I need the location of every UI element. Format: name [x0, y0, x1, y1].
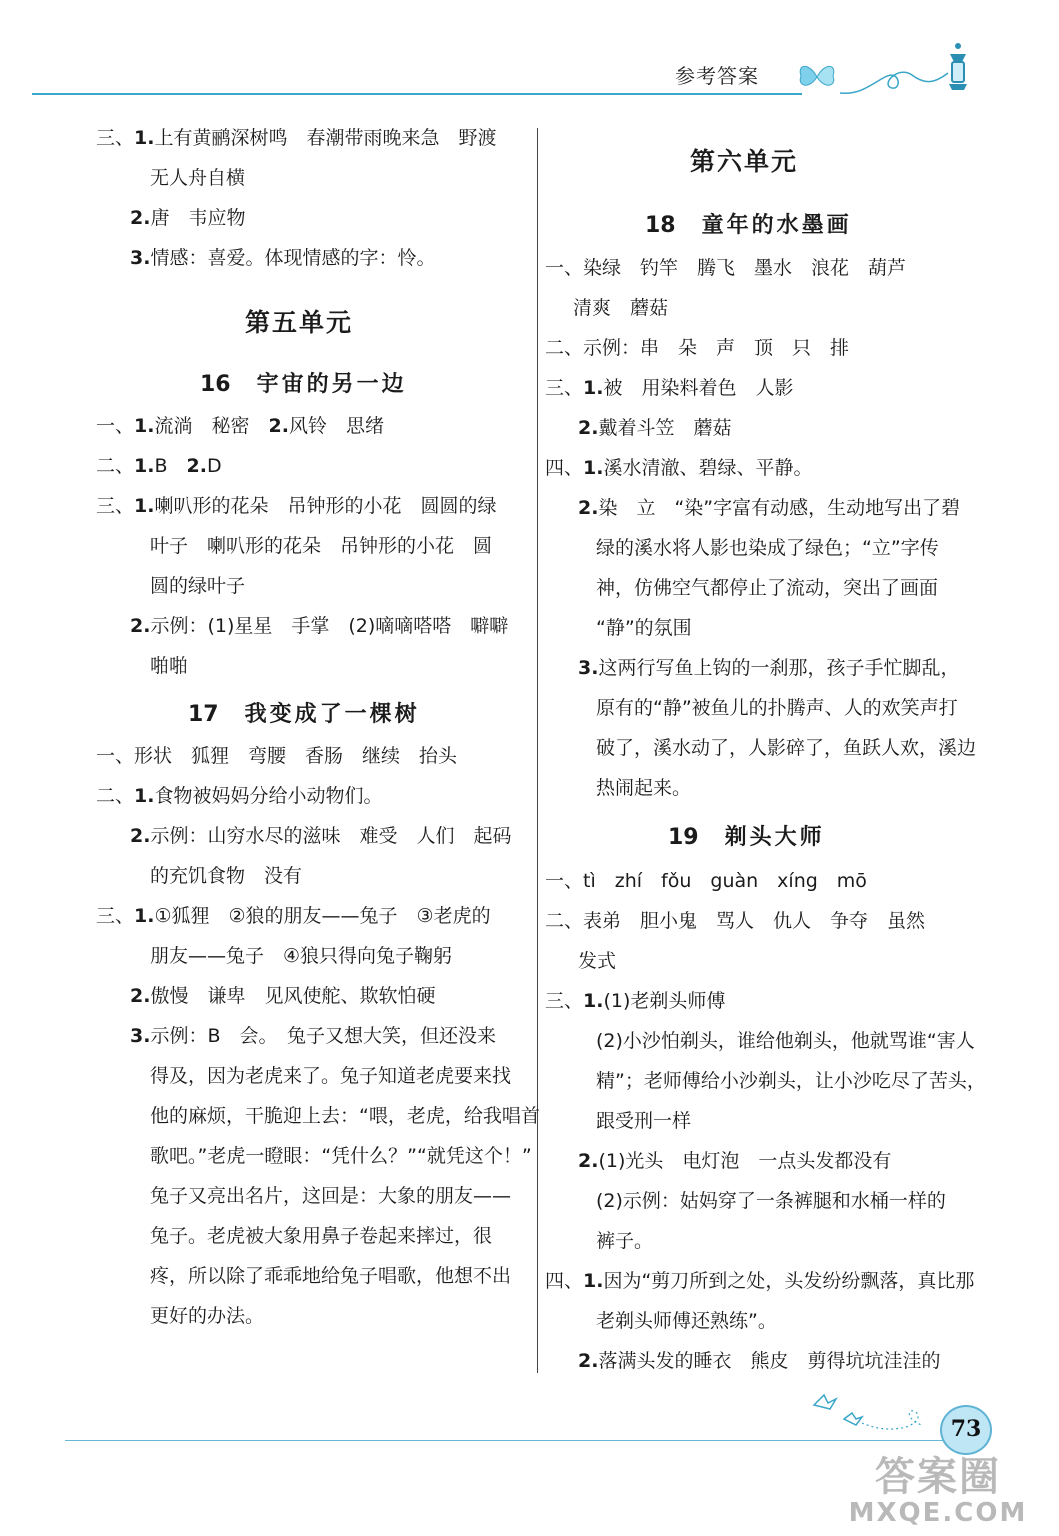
- answer-line: 叶子 喇叭形的花朵 吊钟形的小花 圆: [150, 535, 493, 557]
- butterfly-icon: [795, 60, 839, 94]
- unit-title: 第五单元: [245, 308, 354, 337]
- answer-line: 3.情感：喜爱。体现情感的字：怜。: [130, 247, 436, 269]
- answer-line: 二、示例：串 朵 声 顶 只 排: [545, 337, 850, 359]
- answer-line: (2)小沙怕剃头，谁给他剃头，他就骂谁“害人: [596, 1030, 975, 1052]
- answer-line: 一、染绿 钓竿 腾飞 墨水 浪花 葫芦: [545, 257, 907, 279]
- answer-line: 神，仿佛空气都停止了流动，突出了画面: [596, 577, 939, 599]
- lesson-title: 19 剃头大师: [668, 825, 825, 850]
- answer-line: 歌吧。”老虎一瞪眼：“凭什么？”“就凭这个！”: [150, 1145, 532, 1167]
- answer-line: 朋友——兔子 ④狼只得向兔子鞠躬: [150, 945, 453, 967]
- answer-line: 发式: [578, 950, 617, 972]
- answer-line: 2.染 立 “染”字富有动感，生动地写出了碧: [578, 497, 961, 519]
- answer-line: 绿的溪水将人影也染成了绿色；“立”字传: [596, 537, 939, 559]
- answer-line: 三、1.被 用染料着色 人影: [545, 377, 794, 399]
- answer-line: 圆的绿叶子: [150, 575, 246, 597]
- answer-line: 三、1.①狐狸 ②狼的朋友——兔子 ③老虎的: [96, 905, 491, 927]
- answer-line: 三、1.喇叭形的花朵 吊钟形的小花 圆圆的绿: [96, 495, 497, 517]
- unit-title: 第六单元: [690, 147, 799, 176]
- lesson-title: 16 宇宙的另一边: [200, 372, 407, 397]
- answer-line: 一、1.流淌 秘密 2.风铃 思绪: [96, 415, 384, 437]
- answer-line: 清爽 蘑菇: [573, 297, 669, 319]
- answer-line: 二、1.B 2.D: [96, 455, 222, 477]
- answer-line: 老剃头师傅还熟练”。: [596, 1310, 777, 1332]
- watermark-url: MXQE.COM: [848, 1498, 1028, 1528]
- answer-line: 得及，因为老虎来了。兔子知道老虎要来找: [150, 1065, 512, 1087]
- column-divider: [537, 128, 538, 1373]
- answer-line: 2.戴着斗笠 蘑菇: [578, 417, 732, 439]
- answer-line: 他的麻烦，干脆迎上去：“喂，老虎，给我唱首: [150, 1105, 540, 1127]
- answer-line: 更好的办法。: [150, 1305, 265, 1327]
- answer-line: 2.(1)光头 电灯泡 一点头发都没有: [578, 1150, 892, 1172]
- answer-line: 2.傲慢 谦卑 见风使舵、欺软怕硬: [130, 985, 436, 1007]
- answer-line: 3.这两行写鱼上钩的一刹那，孩子手忙脚乱，: [578, 657, 960, 679]
- answer-line: 无人舟自横: [150, 167, 246, 189]
- answer-line: 三、1.上有黄鹂深树鸣 春潮带雨晚来急 野渡: [96, 127, 497, 149]
- swirl-decoration-icon: [840, 55, 950, 100]
- answer-line: 二、表弟 胆小鬼 骂人 仇人 争夺 虽然: [545, 910, 926, 932]
- lesson-title: 18 童年的水墨画: [645, 213, 852, 238]
- answer-line: 3.示例：B 会。 兔子又想大笑，但还没来: [130, 1025, 496, 1047]
- answer-line: 2.落满头发的睡衣 熊皮 剪得坑坑洼洼的: [578, 1350, 941, 1372]
- answer-line: 疼，所以除了乖乖地给兔子唱歌，他想不出: [150, 1265, 512, 1287]
- answer-line: “静”的氛围: [596, 617, 692, 639]
- lesson-title: 17 我变成了一棵树: [188, 702, 420, 727]
- answer-line: 一、tì zhí fǒu guàn xíng mō: [545, 870, 867, 892]
- watermark-text: 答案圈: [875, 1454, 1001, 1500]
- answer-line: 精”；老师傅给小沙剃头，让小沙吃尽了苦头，: [596, 1070, 986, 1092]
- watermark: [838, 1455, 1038, 1527]
- header-title: 参考答案: [675, 64, 759, 88]
- answer-line: 四、1.因为“剪刀所到之处，头发纷纷飘落，真比那: [545, 1270, 975, 1292]
- answer-line: 二、1.食物被妈妈分给小动物们。: [96, 785, 383, 807]
- answer-line: 破了，溪水动了，人影碎了，鱼跃人欢，溪边: [596, 737, 977, 759]
- answer-line: 热闹起来。: [596, 777, 692, 799]
- bird-trail-decoration-icon: [810, 1385, 940, 1445]
- answer-line: 裤子。: [596, 1230, 654, 1252]
- answer-line: 一、形状 狐狸 弯腰 香肠 继续 抬头: [96, 745, 458, 767]
- answer-line: 三、1.(1)老剃头师傅: [545, 990, 726, 1012]
- header-rule: [32, 93, 802, 95]
- answer-line: 啪啪: [150, 655, 189, 677]
- lamp-icon: [940, 40, 976, 96]
- answer-line: 2.示例：山穷水尽的滋味 难受 人们 起码: [130, 825, 512, 847]
- answer-line: 兔子又亮出名片，这回是：大象的朋友——: [150, 1185, 512, 1207]
- footer-rule: [65, 1440, 955, 1441]
- answer-line: 兔子。老虎被大象用鼻子卷起来摔过，很: [150, 1225, 493, 1247]
- answer-line: 原有的“静”被鱼儿的扑腾声、人的欢笑声打: [596, 697, 958, 719]
- answer-line: 2.唐 韦应物: [130, 207, 246, 229]
- page-number: 73: [940, 1405, 992, 1455]
- answer-line: 的充饥食物 没有: [150, 865, 303, 887]
- answer-line: 跟受刑一样: [596, 1110, 692, 1132]
- answer-line: (2)示例：姑妈穿了一条裤腿和水桶一样的: [596, 1190, 946, 1212]
- answer-line: 2.示例：(1)星星 手掌 (2)嘀嘀嗒嗒 噼噼: [130, 615, 509, 637]
- answer-line: 四、1.溪水清澈、碧绿、平静。: [545, 457, 813, 479]
